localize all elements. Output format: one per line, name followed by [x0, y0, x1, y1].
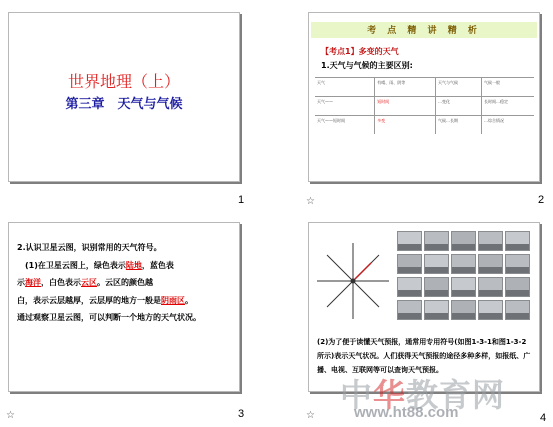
- weather-symbol-image: [397, 254, 422, 274]
- table-cell: 气候…长期: [436, 116, 482, 135]
- table-row: [315, 78, 534, 97]
- table-cell: …综合情况: [482, 116, 534, 135]
- weather-symbol-image: [424, 254, 449, 274]
- star-icon: ☆: [306, 196, 315, 207]
- weather-symbol-image: [505, 300, 530, 320]
- answer-blank: 阴雨区: [161, 295, 185, 305]
- table-cell: 天气——: [315, 97, 375, 116]
- wind-direction-diagram-icon: [313, 235, 393, 327]
- text: ，白色表示: [41, 278, 81, 287]
- slide-4-thumbnail[interactable]: [308, 222, 540, 392]
- text: ，蓝色表: [141, 260, 174, 270]
- slide-title: 世界地理（上）: [67, 72, 180, 91]
- body-line: [17, 257, 232, 275]
- kaodian-heading: 【考点1】多变的天气: [321, 47, 399, 56]
- slide-number: 3: [238, 408, 245, 420]
- watermark-url: www.ht88.com: [354, 404, 459, 421]
- weather-symbol-image: [451, 231, 476, 251]
- slide-1-thumbnail[interactable]: [8, 12, 240, 182]
- weather-symbol-image: [451, 254, 476, 274]
- weather-symbol-image: [397, 231, 422, 251]
- star-icon: ☆: [306, 410, 315, 421]
- table-cell: 天气与气候: [436, 78, 482, 97]
- section-banner: [311, 22, 537, 38]
- weather-symbol-image: [478, 231, 503, 251]
- text: 教育网: [406, 376, 506, 414]
- text: 白，表示云层越厚，云层厚的地方一般是: [17, 295, 161, 305]
- text: 。云区的颜色越: [97, 278, 153, 287]
- comparison-table: [315, 77, 534, 134]
- question-text: 1.天气与气候的主要区别:: [321, 61, 413, 70]
- weather-symbol-image: [397, 300, 422, 320]
- table-cell: 天气: [315, 78, 375, 97]
- answer-blank: 海洋: [25, 278, 41, 287]
- weather-symbol-image: [424, 277, 449, 297]
- table-row: [315, 97, 534, 116]
- weather-symbol-image: [478, 254, 503, 274]
- weather-symbol-image: [478, 300, 503, 320]
- banner-text: 考 点 精 讲 精 析: [367, 26, 481, 36]
- slide-number: 1: [238, 194, 245, 206]
- site-watermark-logo: [340, 370, 553, 422]
- star-icon: ☆: [6, 410, 15, 421]
- weather-symbol-image: [505, 254, 530, 274]
- slide-body: [17, 239, 232, 327]
- table-cell: 天气——短时间: [315, 116, 375, 135]
- body-line: [17, 274, 232, 292]
- table-cell: 气候一般: [482, 78, 534, 97]
- weather-symbol-image: [451, 300, 476, 320]
- text: 华: [373, 376, 407, 414]
- body-line: 2.认识卫星云图，识别常用的天气符号。: [17, 243, 162, 252]
- slide-subtitle: 第三章 天气与气候: [65, 97, 183, 112]
- table-cell: 有晴、雨、阴等: [375, 78, 436, 97]
- weather-symbol-grid: [397, 231, 535, 320]
- slide-3-thumbnail[interactable]: [8, 222, 240, 392]
- text: 示: [17, 278, 25, 287]
- answer-blank: 陆地: [125, 260, 142, 270]
- table-cell: 多变: [375, 116, 436, 135]
- weather-symbol-image: [397, 277, 422, 297]
- body-line: 通过观察卫星云图，可以判断一个地方的天气状况。: [17, 313, 201, 322]
- text: 。: [185, 295, 193, 305]
- weather-symbol-image: [505, 231, 530, 251]
- weather-symbol-image: [424, 231, 449, 251]
- weather-symbol-image: [505, 277, 530, 297]
- slide-number: 4: [540, 412, 547, 424]
- slide-2-thumbnail[interactable]: [308, 12, 540, 182]
- text: (1)在卫星云图上，绿色表示: [25, 260, 126, 270]
- slide-number: 2: [538, 194, 545, 206]
- answer-blank: 云区: [81, 278, 97, 287]
- weather-symbol-image: [451, 277, 476, 297]
- weather-symbol-image: [478, 277, 503, 297]
- table-cell: 长时间…稳定: [482, 97, 534, 116]
- table-row: [315, 116, 534, 135]
- weather-symbol-image: [424, 300, 449, 320]
- slide-body: (2)为了便于读懂天气预报，通常用专用符号(如图1-3-1和图1-3-2所示)表示天气状况。人们获得天气预报的途径多种多样，如报纸、广播、电视、互联网等可以查询天气预报。: [317, 338, 531, 374]
- body-line: [17, 292, 232, 310]
- table-cell: 短时间: [375, 97, 436, 116]
- table-cell: …变化: [436, 97, 482, 116]
- text: 中: [340, 376, 374, 414]
